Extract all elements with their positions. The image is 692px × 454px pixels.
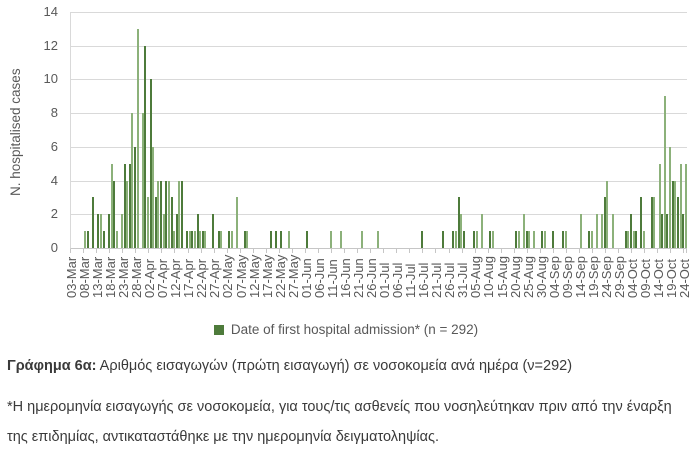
- bar: [476, 231, 478, 248]
- x-tick-label: 04-Sep: [546, 256, 562, 298]
- x-tick-label: 01-Jul: [377, 262, 392, 298]
- x-tick: [618, 249, 619, 253]
- x-tick-label: 27-Apr: [207, 258, 223, 298]
- bar: [612, 214, 614, 248]
- bar: [116, 231, 118, 248]
- x-tick: [279, 249, 280, 253]
- y-tick-label: 12: [43, 37, 58, 53]
- x-tick-label: 06-Jun: [311, 258, 327, 298]
- x-tick-label: 14-Sep: [572, 256, 588, 298]
- x-tick-label: 12-Apr: [168, 258, 184, 298]
- x-tick: [383, 249, 384, 253]
- x-tick-label: 26-Jun: [364, 258, 379, 298]
- x-tick-label: 25-Aug: [520, 256, 536, 298]
- x-tick: [292, 249, 293, 253]
- x-tick: [566, 249, 567, 253]
- x-tick-label: 04-Oct: [625, 258, 640, 298]
- x-tick-label: 19-Oct: [664, 258, 680, 298]
- legend-square-icon: [214, 325, 224, 335]
- gridline: [71, 147, 687, 148]
- x-tick: [396, 249, 397, 253]
- x-tick-label: 17-Apr: [181, 258, 197, 298]
- bar: [340, 231, 342, 248]
- bar: [635, 231, 637, 248]
- bar: [103, 231, 105, 248]
- x-tick: [435, 249, 436, 253]
- x-tick-label: 17-May: [259, 254, 275, 298]
- x-tick-label: 19-Sep: [585, 256, 601, 298]
- footnote-line-2: της επιδημίας, αντικαταστάθηκε με την ημερομηνία δειγματοληψίας.: [7, 429, 440, 445]
- gridline: [71, 46, 687, 47]
- x-tick-label: 28-Mar: [129, 256, 145, 298]
- x-tick: [657, 249, 658, 253]
- x-tick: [305, 249, 306, 253]
- x-tick: [188, 249, 189, 253]
- gridline: [71, 181, 687, 182]
- y-tick-label: 2: [50, 206, 58, 222]
- bar: [377, 231, 379, 248]
- x-tick-label: 13-Mar: [89, 256, 105, 298]
- x-tick: [579, 249, 580, 253]
- x-tick: [70, 249, 71, 253]
- x-tick-label: 21-Jul: [429, 262, 445, 298]
- x-tick-label: 02-May: [220, 254, 236, 298]
- bar: [606, 181, 608, 248]
- x-tick: [631, 249, 632, 253]
- x-tick-label: 11-Jun: [324, 259, 340, 298]
- gridline: [71, 12, 687, 13]
- bar: [220, 231, 222, 248]
- x-tick: [214, 249, 215, 253]
- x-tick-label: 12-May: [246, 254, 262, 298]
- bar: [544, 231, 546, 248]
- x-tick: [592, 249, 593, 253]
- chart-legend: [0, 322, 692, 337]
- x-tick: [370, 249, 371, 253]
- y-tick-label: 8: [50, 105, 58, 121]
- legend-label: Date of first hospital admission* (n = 292): [230, 322, 479, 337]
- x-tick-label: 22-Apr: [194, 258, 210, 298]
- bar: [212, 214, 214, 248]
- bar: [565, 231, 567, 248]
- x-tick-label: 06-Jul: [390, 262, 406, 298]
- x-tick: [527, 249, 528, 253]
- x-tick-label: 02-Apr: [142, 258, 158, 298]
- x-tick: [331, 249, 332, 253]
- x-tick-label: 15-Aug: [494, 256, 510, 298]
- x-tick: [488, 249, 489, 253]
- x-tick-label: 07-May: [233, 254, 249, 298]
- x-tick-label: 05-Aug: [468, 256, 484, 298]
- x-tick: [422, 249, 423, 253]
- bar: [442, 231, 444, 248]
- bar: [518, 231, 520, 248]
- x-tick: [553, 249, 554, 253]
- x-tick: [357, 249, 358, 253]
- x-tick: [174, 249, 175, 253]
- bar: [596, 214, 598, 248]
- x-tick: [109, 249, 110, 253]
- bar: [137, 29, 139, 248]
- figure-caption: [7, 358, 687, 374]
- x-tick-label: 29-Sep: [611, 256, 627, 298]
- plot-area: [70, 12, 687, 249]
- x-tick: [605, 249, 606, 253]
- x-tick-label: 09-Sep: [559, 256, 575, 298]
- gridline: [71, 79, 687, 80]
- bar: [275, 231, 277, 248]
- bar: [492, 231, 494, 248]
- y-tick-label: 14: [43, 4, 58, 19]
- x-tick-label: 09-Oct: [638, 258, 653, 298]
- x-tick-label: 23-Mar: [116, 256, 131, 298]
- bar: [580, 214, 582, 248]
- x-tick: [409, 249, 410, 253]
- x-tick-label: 16-Jul: [416, 262, 432, 298]
- bar: [463, 231, 465, 248]
- x-tick: [201, 249, 202, 253]
- y-tick-label: 0: [50, 240, 58, 255]
- y-tick-label: 4: [50, 172, 58, 188]
- x-tick: [449, 249, 450, 253]
- x-tick-label: 03-Mar: [63, 256, 79, 298]
- x-tick: [83, 249, 84, 253]
- x-tick: [253, 249, 254, 253]
- footnote-line-1: *Η ημερομηνία εισαγωγής σε νοσοκομεία, για τους/τις ασθενείς που νοσηλεύτηκαν πριν από την έναρξη: [7, 399, 672, 415]
- bar: [231, 231, 233, 248]
- x-tick-label: 07-Apr: [155, 258, 171, 298]
- x-tick: [135, 249, 136, 253]
- x-tick-label: 20-Aug: [507, 256, 523, 298]
- x-tick-label: 27-May: [285, 254, 301, 298]
- x-tick: [670, 249, 671, 253]
- bar: [552, 231, 554, 248]
- x-tick: [683, 249, 684, 253]
- x-tick: [318, 249, 319, 253]
- bar: [533, 231, 535, 248]
- y-axis-title: N. hospitalised cases: [8, 68, 23, 196]
- bar: [330, 231, 332, 248]
- x-tick-label: 08-Mar: [76, 256, 92, 298]
- x-tick-label: 24-Sep: [598, 256, 614, 298]
- x-tick: [501, 249, 502, 253]
- bar: [246, 231, 248, 248]
- x-tick: [344, 249, 345, 253]
- figure-footnote: [7, 392, 687, 452]
- x-tick-label: 24-Oct: [677, 258, 692, 298]
- x-tick: [148, 249, 149, 253]
- x-tick: [122, 249, 123, 253]
- x-tick-label: 26-Jul: [442, 262, 458, 298]
- bar: [685, 164, 687, 248]
- x-tick-label: 21-Jun: [350, 258, 366, 298]
- x-tick: [540, 249, 541, 253]
- bar: [288, 231, 290, 248]
- bar: [481, 214, 483, 248]
- x-tick: [227, 249, 228, 253]
- bar: [528, 231, 530, 248]
- x-tick: [266, 249, 267, 253]
- x-tick: [96, 249, 97, 253]
- bar: [653, 197, 655, 248]
- x-tick-label: 30-Aug: [533, 256, 549, 298]
- x-tick: [644, 249, 645, 253]
- y-tick-label: 10: [43, 71, 58, 87]
- bar: [270, 231, 272, 248]
- caption-text: Αριθμός εισαγωγών (πρώτη εισαγωγή) σε νοσοκομεία ανά ημέρα (ν=292): [96, 358, 573, 374]
- bar: [280, 231, 282, 248]
- x-tick-label: 11-Jul: [403, 263, 419, 298]
- bar: [92, 197, 94, 248]
- x-tick: [686, 249, 687, 253]
- bar: [591, 231, 593, 248]
- y-tick-label: 6: [50, 138, 58, 154]
- x-tick-label: 01-Jun: [298, 258, 314, 298]
- x-tick: [462, 249, 463, 253]
- x-tick-label: 22-May: [272, 254, 288, 298]
- x-tick-label: 16-Jun: [337, 258, 353, 298]
- bar: [421, 231, 423, 248]
- bar: [87, 231, 89, 248]
- x-tick: [475, 249, 476, 253]
- bar: [643, 231, 645, 248]
- gridline: [71, 113, 687, 114]
- x-tick-label: 31-Jul: [455, 262, 471, 298]
- caption-number: Γράφημα 6α:: [7, 358, 97, 374]
- bar: [236, 197, 238, 248]
- x-tick-label: 18-Mar: [103, 256, 118, 298]
- x-tick: [240, 249, 241, 253]
- x-tick: [514, 249, 515, 253]
- bar: [181, 181, 183, 248]
- x-tick-label: 14-Oct: [651, 258, 667, 298]
- bar: [361, 231, 363, 248]
- bar: [306, 231, 308, 248]
- x-tick-label: 10-Aug: [481, 256, 497, 298]
- bar: [204, 231, 206, 248]
- x-tick: [161, 249, 162, 253]
